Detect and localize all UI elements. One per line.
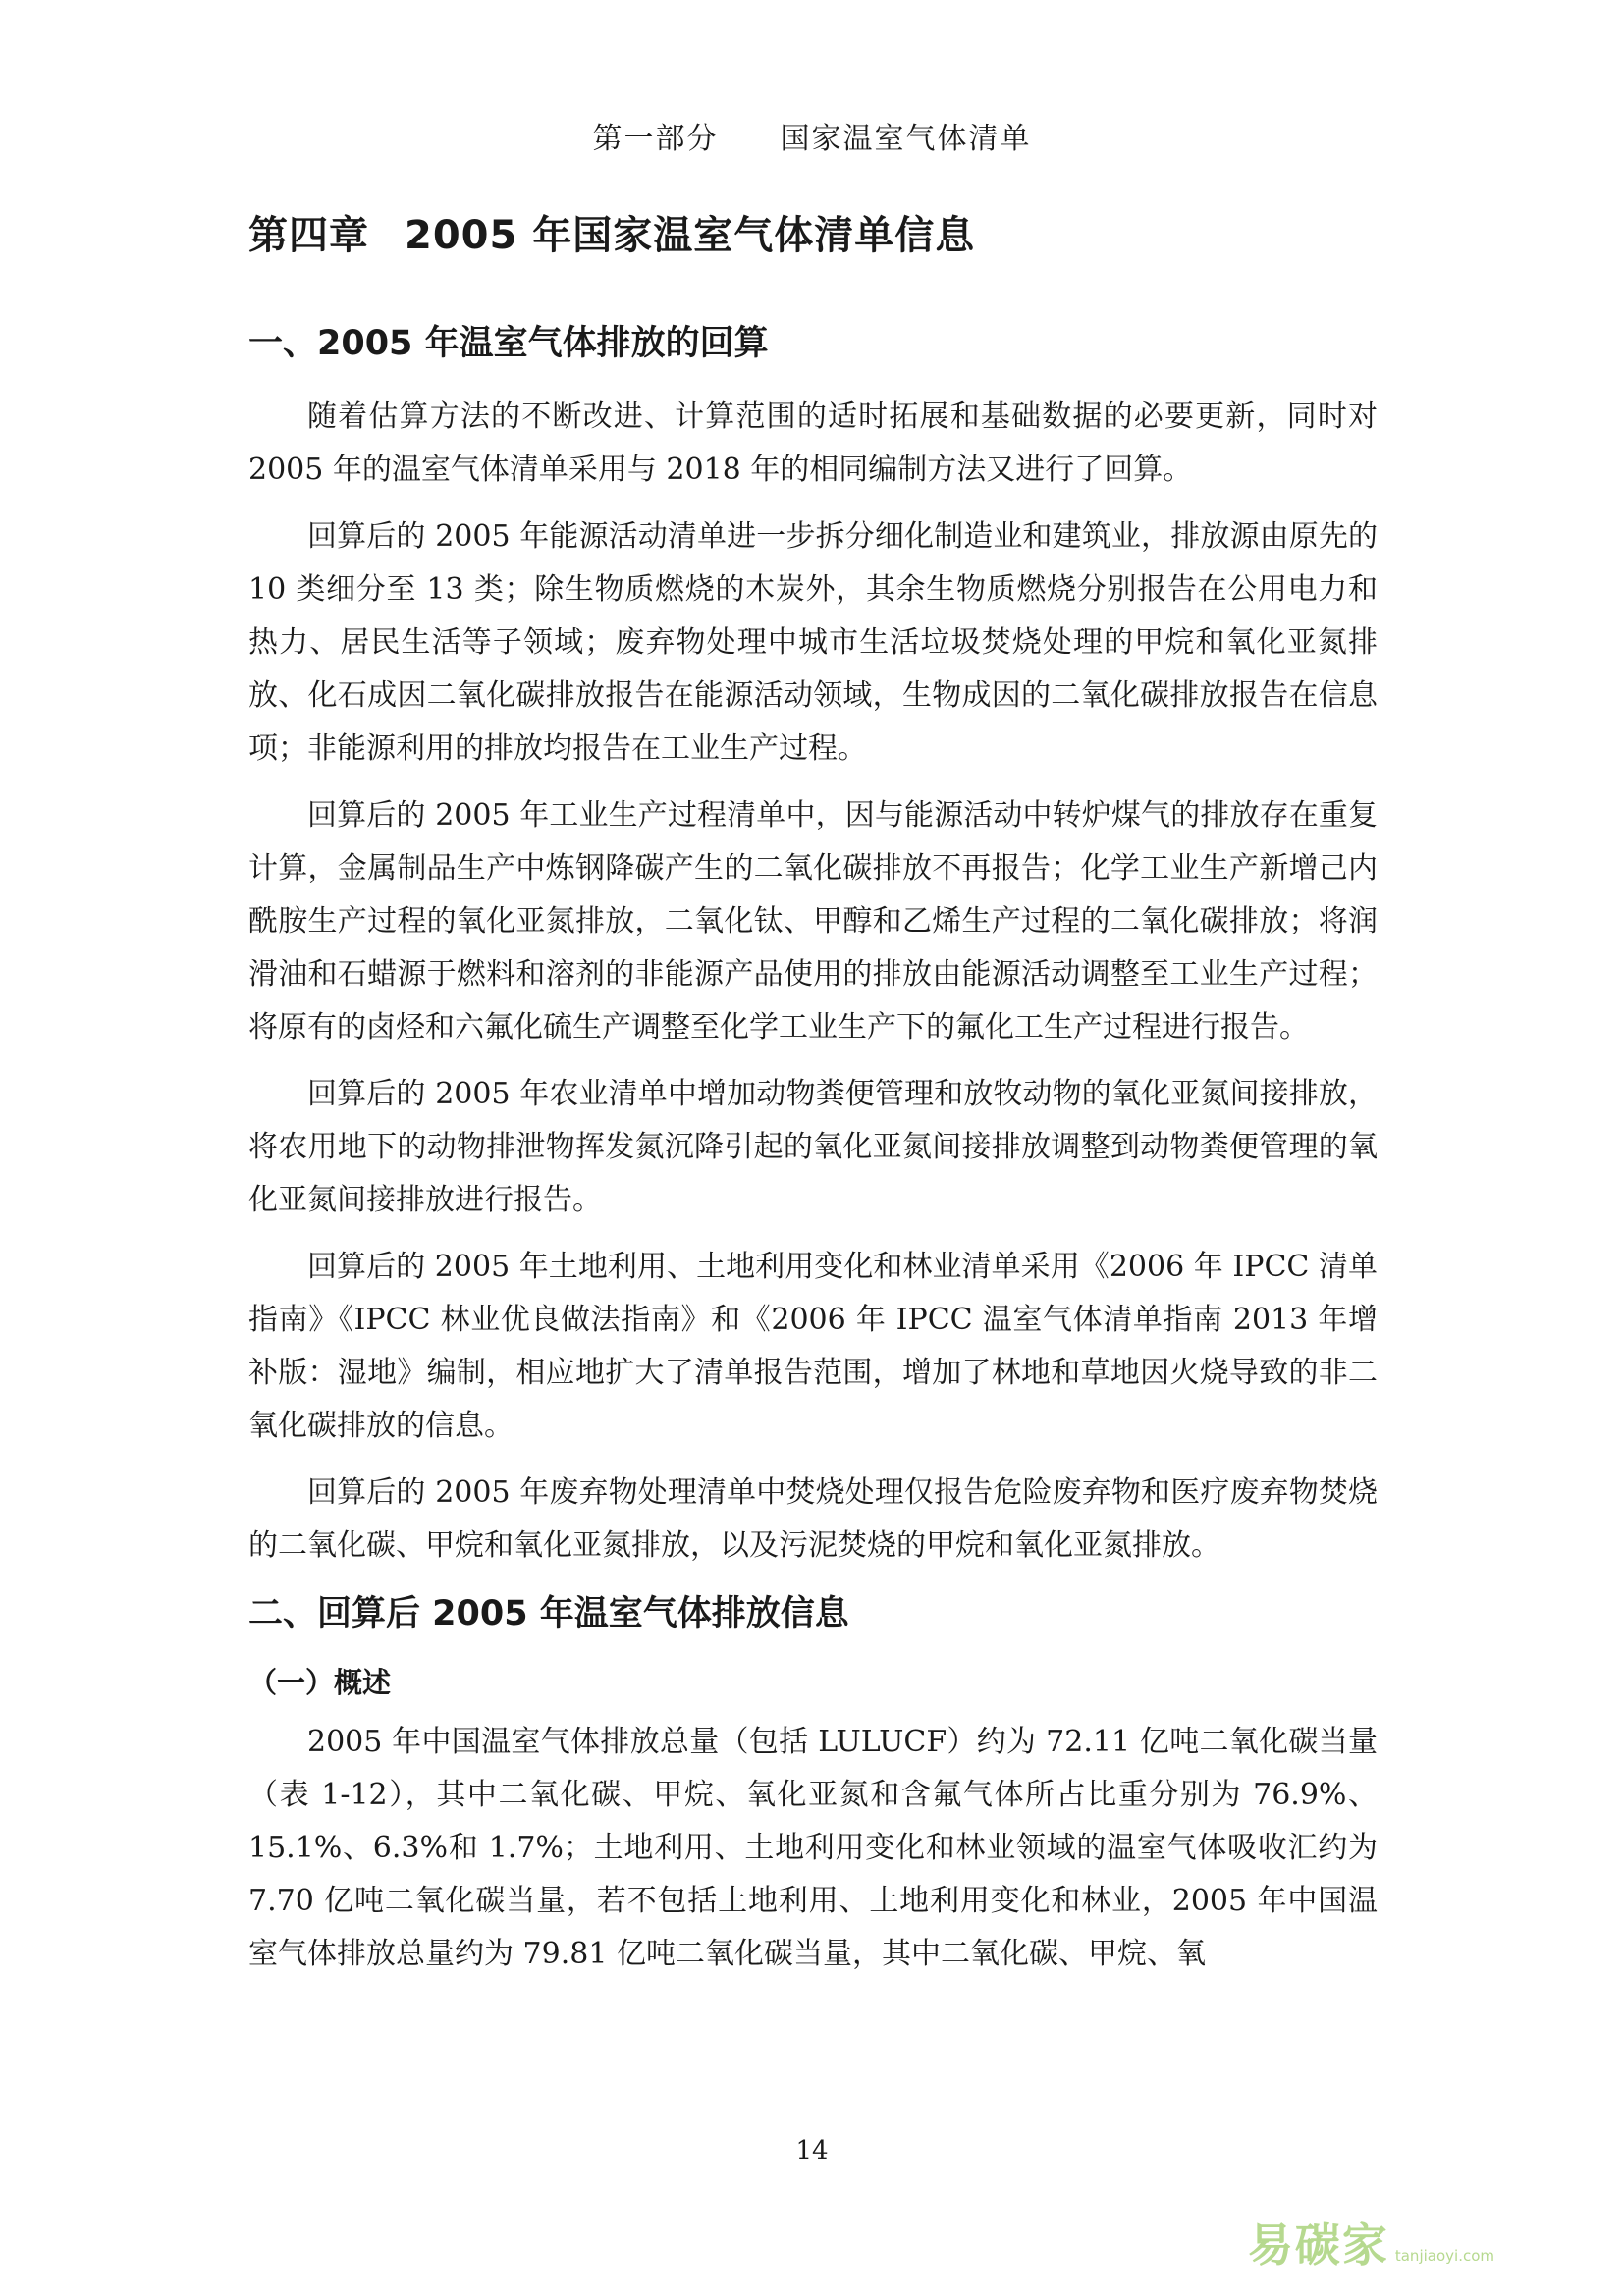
section-1-paragraph: 回算后的 2005 年废弃物处理清单中焚烧处理仅报告危险废弃物和医疗废弃物焚烧的二氧化碳、甲烷和氧化亚氮排放，以及污泥焚烧的甲烷和氧化亚氮排放。 xyxy=(248,1475,1378,1563)
section-1-title: 一、2005 年温室气体排放的回算 xyxy=(248,324,769,363)
chapter-number: 第四章 xyxy=(248,213,369,258)
watermark-logo: 易碳家 xyxy=(1247,2218,1389,2271)
section-1-paragraph: 回算后的 2005 年工业生产过程清单中，因与能源活动中转炉煤气的排放存在重复计算，金属制品生产中炼钢降碳产生的二氧化碳排放不再报告；化学工业生产新增己内酰胺生产过程的氧化亚氮排放，二氧化钛、甲醇和乙烯生产过程的二氧化碳排放；将润滑油和石蜡源于燃料和溶剂的非能源产品使用的排放由能源活动调整至工业生产过程；将原有的卤烃和六氟化硫生产调整至化学工业生产下的氟化工生产过程进行报告。 xyxy=(248,798,1378,1044)
watermark xyxy=(1248,2210,1494,2274)
section-2-title: 二、回算后 2005 年温室气体排放信息 xyxy=(248,1594,849,1633)
subsection-title: （一）概述 xyxy=(248,1666,392,1699)
running-header xyxy=(0,114,1624,157)
chapter-title xyxy=(248,206,1378,265)
chapter-name: 2005 年国家温室气体清单信息 xyxy=(405,213,976,258)
page-number: 14 xyxy=(795,2136,829,2165)
subsection-paragraph: 2005 年中国温室气体排放总量（包括 LULUCF）约为 72.11 亿吨二氧化碳当量（表 1-12），其中二氧化碳、甲烷、氧化亚氮和含氟气体所占比重分别为 76.9%、15.1%、6.3%和 1.7%；土地利用、土地利用变化和林业领域的温室气体吸收汇约为 7.70 亿吨二氧化碳当量，若不包括土地利用、土地利用变化和林业，2005 年中国温室气体排放总量约为 79.81 亿吨二氧化碳当量，其中二氧化碳、甲烷、氧 xyxy=(248,1725,1378,1971)
header-part: 第一部分 xyxy=(592,122,719,156)
section-1-paragraph: 回算后的 2005 年土地利用、土地利用变化和林业清单采用《2006 年 IPCC 清单指南》《IPCC 林业优良做法指南》和《2006 年 IPCC 温室气体清单指南 2013 年增补版：湿地》编制，相应地扩大了清单报告范围，增加了林地和草地因火烧导致的非二氧化碳排放的信息。 xyxy=(248,1250,1378,1443)
watermark-domain: tanjiaoyi.com xyxy=(1394,2247,1494,2265)
section-1-paragraph: 回算后的 2005 年能源活动清单进一步拆分细化制造业和建筑业，排放源由原先的 10 类细分至 13 类；除生物质燃烧的木炭外，其余生物质燃烧分别报告在公用电力和热力、居民生活等子领域；废弃物处理中城市生活垃圾焚烧处理的甲烷和氧化亚氮排放、化石成因二氧化碳排放报告在能源活动领域，生物成因的二氧化碳排放报告在信息项；非能源利用的排放均报告在工业生产过程。 xyxy=(248,519,1378,766)
section-1-paragraph: 回算后的 2005 年农业清单中增加动物粪便管理和放牧动物的氧化亚氮间接排放，将农用地下的动物排泄物挥发氮沉降引起的氧化亚氮间接排放调整到动物粪便管理的氧化亚氮间接排放进行报告。 xyxy=(248,1077,1378,1217)
section-1-paragraph: 随着估算方法的不断改进、计算范围的适时拓展和基础数据的必要更新，同时对 2005 年的温室气体清单采用与 2018 年的相同编制方法又进行了回算。 xyxy=(248,400,1378,487)
header-title: 国家温室气体清单 xyxy=(780,122,1032,156)
page-body xyxy=(248,206,1378,1995)
